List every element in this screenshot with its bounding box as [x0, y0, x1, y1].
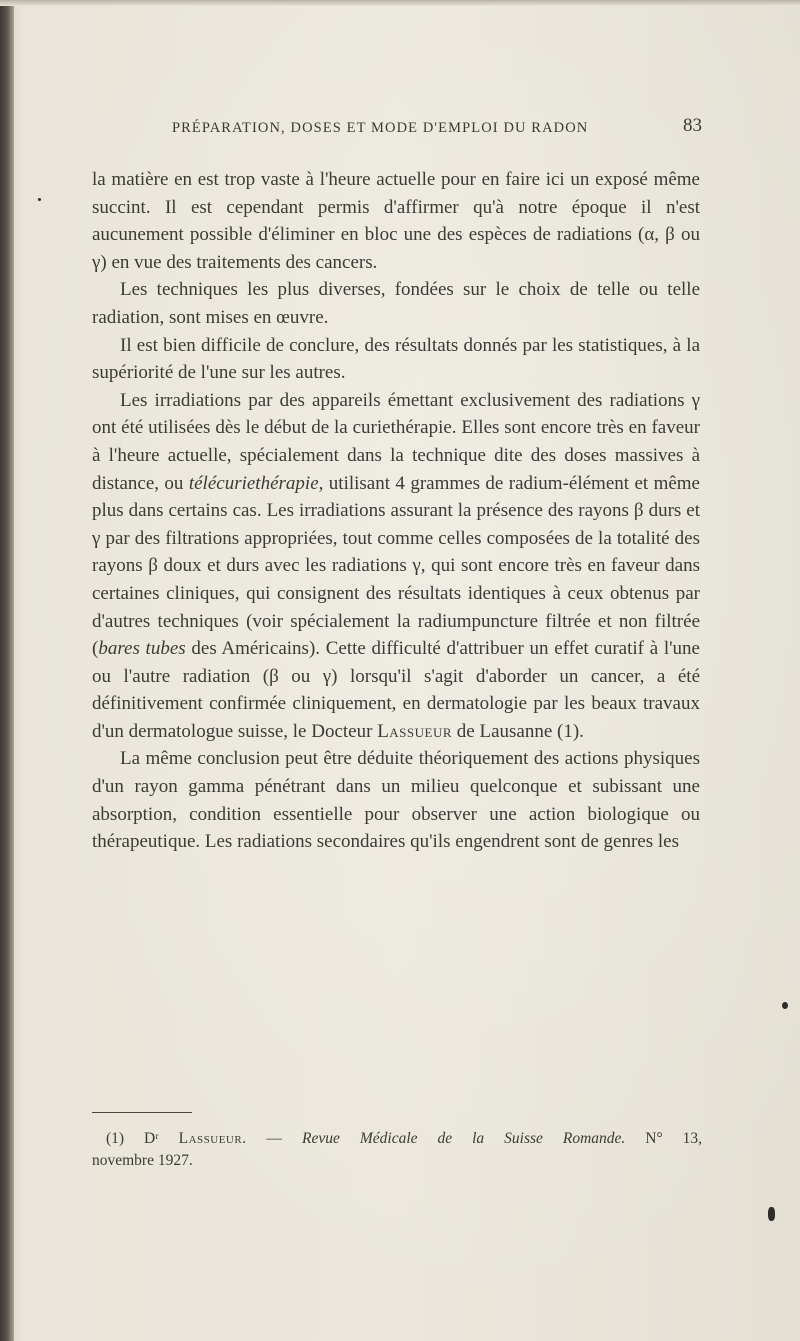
footnote-author: Lassueur. — [178, 1130, 247, 1147]
book-spine-shadow — [0, 0, 14, 1341]
paragraph-4-text-b: , utilisant 4 grammes de radium-élément et même plus dans certains cas. Les irradiations assurant la présence des rayons β durs et γ par des filtrations appropriées, tout comme celles composées de la totalité des rayons β doux et durs avec les radiations γ, qui sont encore très en faveur dans certaines cliniques, qui consignent des résultats identiques à ceux obtenus par d'autres techniques (voir spécialement la radiumpuncture filtrée et non filtrée ( — [92, 472, 700, 660]
footnote-line-1 — [92, 1128, 702, 1150]
footnote-line-2: novembre 1927. — [92, 1152, 193, 1169]
footnote-dash: — — [246, 1130, 303, 1147]
ink-speck — [768, 1207, 775, 1221]
paragraph-4-text-a: Les irradiations par des appareils émettant exclusivement des radiations γ ont été utilisées dès le début de la curiethérapie. Elles sont encore très en faveur à l'heure actuelle, spécialement dans la technique dite des doses massives à distance, ou — [92, 389, 700, 494]
term-bares-tubes: bares tubes — [98, 638, 186, 660]
footnote-rule — [92, 1112, 192, 1113]
running-title: PRÉPARATION, DOSES ET MODE D'EMPLOI DU RADON — [172, 120, 589, 136]
ink-speck — [782, 1002, 788, 1009]
body-text — [92, 166, 700, 856]
footnote-marker: (1) Dʳ — [106, 1130, 159, 1147]
footnote-issue: N° 13, — [625, 1130, 703, 1147]
page-number: 83 — [683, 115, 702, 136]
footnote-journal: Revue Médicale de la Suisse Romande. — [302, 1130, 626, 1147]
footnote — [92, 1128, 702, 1172]
term-telecuriethérapie: télécuriethérapie — [188, 472, 319, 494]
paragraph-5: La même conclusion peut être déduite théoriquement des actions physiques d'un rayon gamma pénétrant dans un milieu quelconque et subissant une absorption, condition essentielle pour observer une action biologique ou thérapeutique. Les radiations secondaires qu'ils engendrent sont de genres les — [92, 748, 700, 853]
author-name-lassueur: Lassueur — [377, 720, 453, 742]
paragraph-1: la matière en est trop vaste à l'heure actuelle pour en faire ici un exposé même succint. Il est cependant permis d'affirmer qu'à notre époque il n'est aucunement possible d'éliminer en bloc une des espèces de radiations (α, β ou γ) en vue des traitements des cancers. — [92, 169, 700, 273]
page-top-edge — [0, 0, 800, 6]
paragraph-4-text-d: de Lausanne (1). — [452, 720, 584, 742]
paragraph-2: Les techniques les plus diverses, fondées sur le choix de telle ou telle radiation, sont mises en œuvre. — [92, 279, 700, 328]
ink-speck — [38, 198, 41, 201]
paragraph-4 — [92, 387, 700, 746]
page-header — [92, 115, 704, 144]
paragraph-4-text-c: des Américains). Cette difficulté d'attribuer un effet curatif à l'une ou l'autre radiation (β ou γ) lorsqu'il s'agit d'aborder un cancer, a été définitivement confirmée cliniquement, en dermatologie par les beaux travaux d'un dermatologue suisse, le Docteur — [92, 638, 700, 742]
paragraph-3: Il est bien difficile de conclure, des résultats donnés par les statistiques, à la supériorité de l'une sur les autres. — [92, 334, 700, 384]
